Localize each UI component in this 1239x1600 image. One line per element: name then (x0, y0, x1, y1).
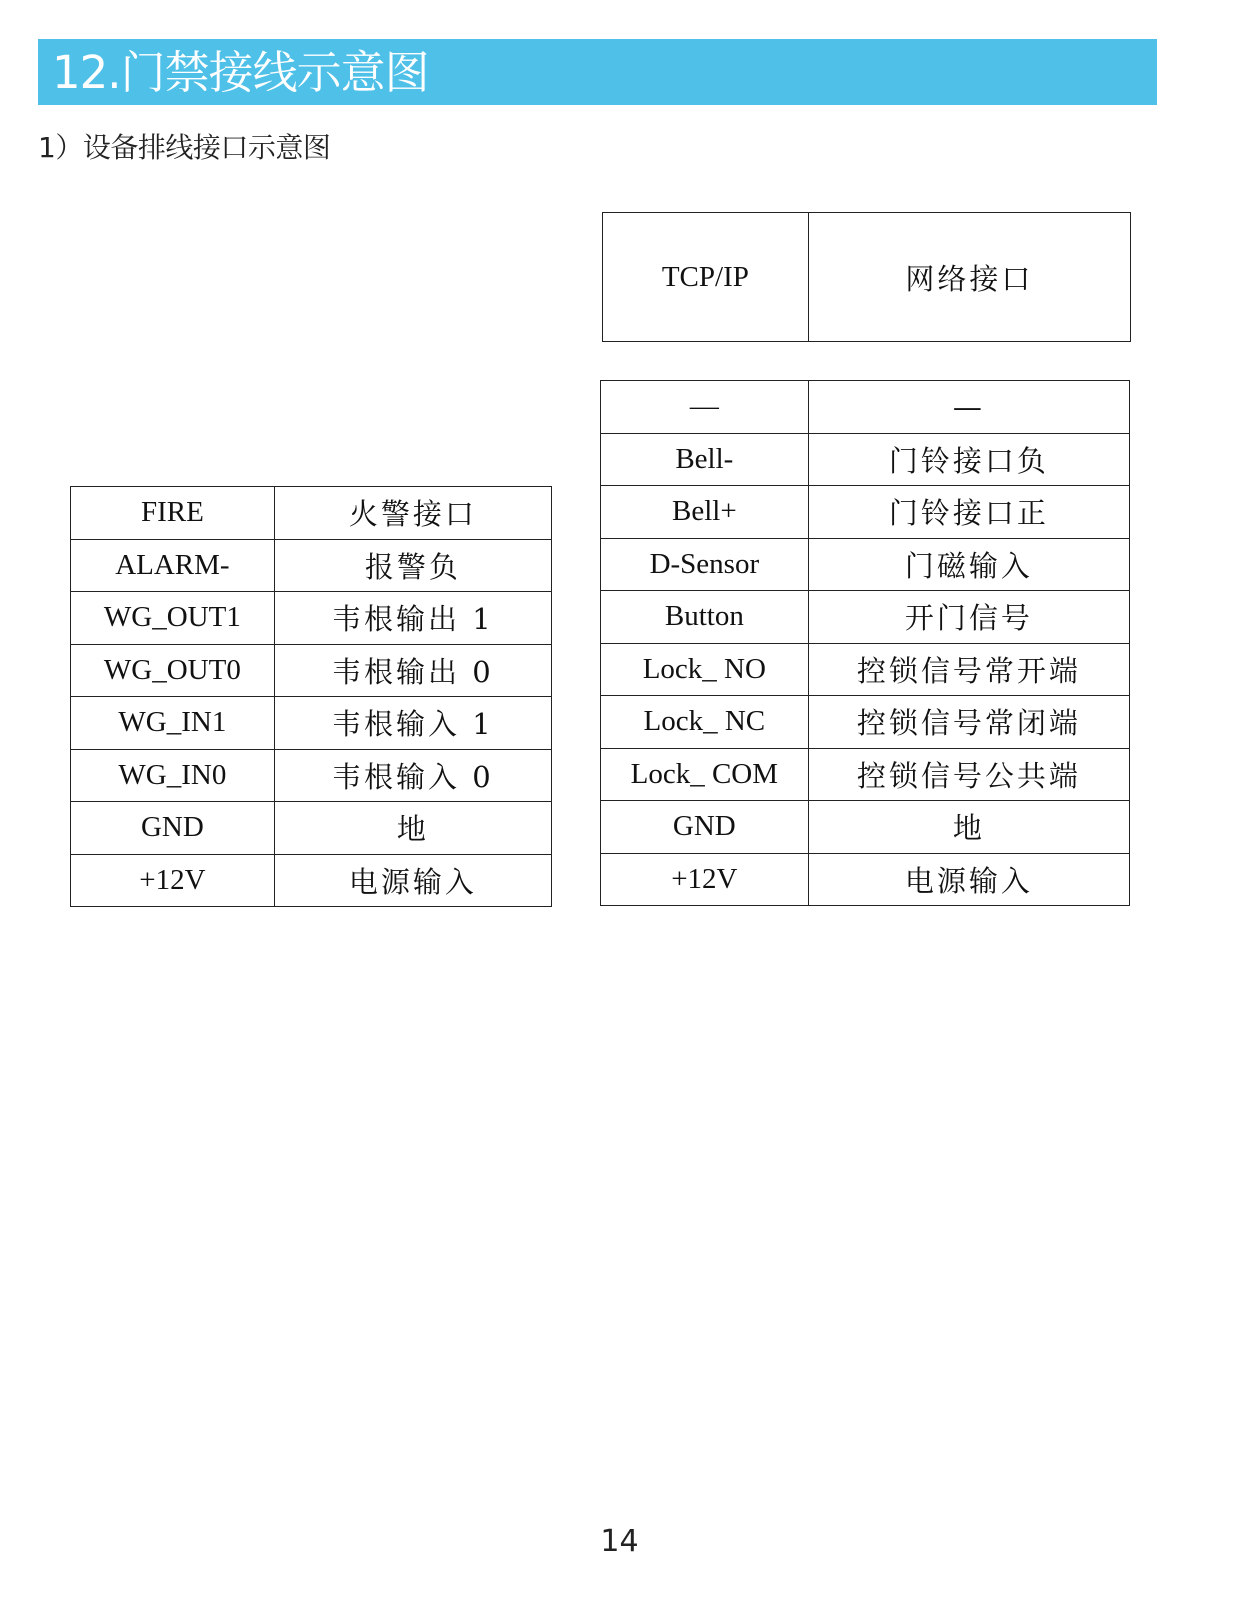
table-row (71, 487, 552, 540)
table-row (601, 748, 1130, 801)
table-row (71, 592, 552, 645)
pin-description-cell: 火警接口 (274, 487, 551, 540)
pin-name-cell: ALARM- (71, 539, 275, 592)
table-row (601, 696, 1130, 749)
pin-description-cell: 韦根输入 1 (274, 697, 551, 750)
pin-description-cell: 韦根输出 1 (274, 592, 551, 645)
table-row (71, 697, 552, 750)
table-row (71, 749, 552, 802)
pin-name-cell: WG_OUT0 (71, 644, 275, 697)
pin-description-cell: 电源输入 (808, 853, 1129, 906)
pin-description-cell: 门磁输入 (808, 538, 1129, 591)
pin-description-cell: 开门信号 (808, 591, 1129, 644)
right-pin-table (600, 380, 1130, 906)
pin-description-cell: — (808, 381, 1129, 434)
pin-description-cell: 门铃接口正 (808, 486, 1129, 539)
page-number: 14 (600, 1524, 639, 1559)
pin-name-cell: +12V (601, 853, 809, 906)
table-row (601, 381, 1130, 434)
tcp-ip-pin-table (602, 212, 1131, 342)
pin-name-cell: Bell- (601, 433, 809, 486)
table-row (601, 433, 1130, 486)
pin-name-cell: WG_OUT1 (71, 592, 275, 645)
table-row (603, 213, 1131, 342)
subsection-title: 1）设备排线接口示意图 (38, 131, 331, 164)
pin-name-cell: Lock_ NC (601, 696, 809, 749)
pin-description-cell: 地 (808, 801, 1129, 854)
pin-description-cell: 控锁信号常开端 (808, 643, 1129, 696)
table-row (71, 644, 552, 697)
table-row (601, 643, 1130, 696)
pin-name-cell: FIRE (71, 487, 275, 540)
table-row (601, 538, 1130, 591)
pin-name-cell: WG_IN0 (71, 749, 275, 802)
pin-description-cell: 报警负 (274, 539, 551, 592)
section-header-bar (38, 39, 1157, 105)
pin-description-cell: 网络接口 (808, 213, 1130, 342)
pin-description-cell: 电源输入 (274, 854, 551, 907)
left-pin-table (70, 486, 552, 907)
section-title: 12.门禁接线示意图 (52, 45, 429, 99)
table-row (71, 539, 552, 592)
pin-name-cell: TCP/IP (603, 213, 809, 342)
pin-description-cell: 韦根输出 0 (274, 644, 551, 697)
pin-name-cell: D-Sensor (601, 538, 809, 591)
table-row (601, 486, 1130, 539)
pin-description-cell: 韦根输入 0 (274, 749, 551, 802)
pin-description-cell: 门铃接口负 (808, 433, 1129, 486)
pin-name-cell: Button (601, 591, 809, 644)
table-row (71, 854, 552, 907)
table-row (601, 591, 1130, 644)
pin-name-cell: +12V (71, 854, 275, 907)
pin-name-cell: — (601, 381, 809, 434)
pin-name-cell: WG_IN1 (71, 697, 275, 750)
table-row (601, 801, 1130, 854)
pin-name-cell: GND (601, 801, 809, 854)
pin-name-cell: Lock_ COM (601, 748, 809, 801)
pin-description-cell: 控锁信号常闭端 (808, 696, 1129, 749)
table-row (601, 853, 1130, 906)
pin-description-cell: 控锁信号公共端 (808, 748, 1129, 801)
pin-name-cell: Bell+ (601, 486, 809, 539)
pin-name-cell: GND (71, 802, 275, 855)
pin-description-cell: 地 (274, 802, 551, 855)
table-row (71, 802, 552, 855)
pin-name-cell: Lock_ NO (601, 643, 809, 696)
